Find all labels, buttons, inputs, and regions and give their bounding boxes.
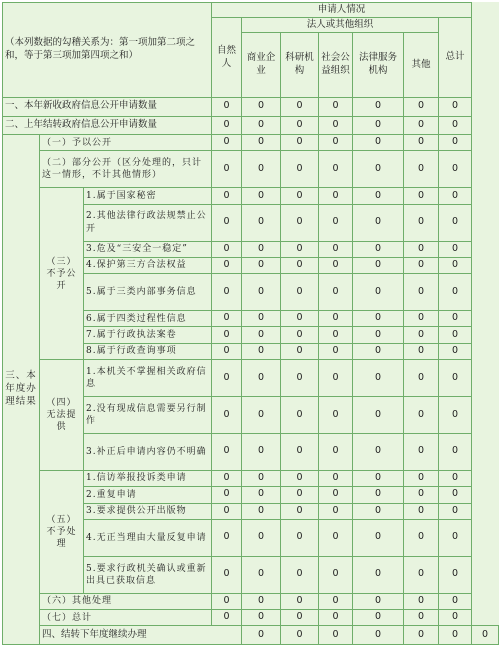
cell-value: 0 [319, 433, 353, 470]
row-label: 7.属于行政执法案卷 [84, 327, 212, 343]
cell-value: 0 [319, 626, 353, 645]
cell-value: 0 [404, 257, 439, 273]
row-label: 1.信访举报投诉类申请 [84, 470, 212, 486]
cell-value: 0 [212, 257, 242, 273]
cell-value: 0 [281, 135, 319, 151]
cell-value: 0 [439, 626, 472, 645]
cell-value: 0 [212, 487, 242, 503]
cell-value: 0 [281, 470, 319, 486]
cell-value: 0 [439, 610, 472, 626]
cell-value: 0 [281, 397, 319, 434]
cell-value: 0 [212, 556, 242, 593]
cell-value: 0 [353, 188, 404, 204]
cell-value: 0 [281, 487, 319, 503]
cell-value: 0 [404, 188, 439, 204]
applicant-info-header: 申请人情况 [212, 3, 472, 18]
cell-value: 0 [353, 116, 404, 134]
group-5-label: （五）不予处理 [40, 470, 84, 593]
cell-value: 0 [439, 593, 472, 609]
cell-value: 0 [439, 311, 472, 327]
cell-value: 0 [212, 343, 242, 359]
cell-value: 0 [212, 433, 242, 470]
cell-value: 0 [281, 556, 319, 593]
cell-value: 0 [404, 116, 439, 134]
cell-value: 0 [242, 241, 281, 257]
cell-value: 0 [319, 116, 353, 134]
cell-value: 0 [242, 311, 281, 327]
cell-value: 0 [212, 593, 242, 609]
cell-value: 0 [212, 98, 242, 116]
org-type-header: 社会公益组织 [319, 32, 353, 98]
cell-value: 0 [404, 593, 439, 609]
row-label: 8.属于行政查询事项 [84, 343, 212, 359]
cell-value: 0 [242, 343, 281, 359]
row-label: 5.要求行政机关确认或重新出具已获取信息 [84, 556, 212, 593]
cell-value: 0 [439, 204, 472, 241]
cell-value: 0 [353, 241, 404, 257]
row-label: 5.属于三类内部事务信息 [84, 274, 212, 311]
cell-value: 0 [242, 151, 281, 188]
cell-value: 0 [353, 470, 404, 486]
row-label: 1.本机关不掌握相关政府信息 [84, 360, 212, 397]
cell-value: 0 [439, 343, 472, 359]
cell-value: 0 [281, 257, 319, 273]
cell-value: 0 [242, 626, 281, 645]
cell-value: 0 [439, 135, 472, 151]
row-label: 2.重复申请 [84, 487, 212, 503]
cell-value: 0 [439, 116, 472, 134]
cell-value: 0 [281, 360, 319, 397]
cell-value: 0 [439, 503, 472, 519]
cell-value: 0 [281, 626, 319, 645]
cell-value: 0 [319, 397, 353, 434]
cell-value: 0 [404, 610, 439, 626]
cell-value: 0 [212, 470, 242, 486]
cell-value: 0 [353, 593, 404, 609]
table-note: （本列数据的勾稽关系为：第一项加第二项之和，等于第三项加第四项之和） [3, 3, 212, 98]
cell-value: 0 [353, 135, 404, 151]
cell-value: 0 [319, 327, 353, 343]
row-label: 3.补正后申请内容仍不明确 [84, 433, 212, 470]
cell-value: 0 [319, 151, 353, 188]
cell-value: 0 [242, 487, 281, 503]
cell-value: 0 [242, 98, 281, 116]
row-label: （一）予以公开 [40, 135, 212, 151]
cell-value: 0 [212, 151, 242, 188]
row-label: 4.无正当理由大量反复申请 [84, 519, 212, 556]
cell-value: 0 [404, 241, 439, 257]
row-label: 1.属于国家秘密 [84, 188, 212, 204]
row-label: （二）部分公开（区分处理的，只计这一情形，不计其他情形） [40, 151, 212, 188]
cell-value: 0 [353, 433, 404, 470]
cell-value: 0 [242, 610, 281, 626]
cell-value: 0 [281, 503, 319, 519]
cell-value: 0 [353, 503, 404, 519]
cell-value: 0 [242, 135, 281, 151]
cell-value: 0 [439, 257, 472, 273]
cell-value: 0 [212, 503, 242, 519]
cell-value: 0 [281, 433, 319, 470]
cell-value: 0 [242, 593, 281, 609]
cell-value: 0 [353, 98, 404, 116]
cell-value: 0 [404, 360, 439, 397]
org-type-header: 科研机构 [281, 32, 319, 98]
natural-person-header: 自然人 [212, 18, 242, 98]
cell-value: 0 [439, 556, 472, 593]
cell-value: 0 [319, 343, 353, 359]
cell-value: 0 [404, 135, 439, 151]
cell-value: 0 [439, 188, 472, 204]
cell-value: 0 [212, 241, 242, 257]
cell-value: 0 [319, 503, 353, 519]
cell-value: 0 [353, 397, 404, 434]
row-label: （七）总计 [40, 610, 212, 626]
cell-value: 0 [439, 360, 472, 397]
legal-or-other-header: 法人或其他组织 [242, 18, 439, 32]
section-3-label: 三、本年度办理结果 [3, 135, 40, 645]
row-label: 3.危及“三安全一稳定” [84, 241, 212, 257]
cell-value: 0 [404, 327, 439, 343]
total-header: 总计 [439, 18, 472, 98]
table-row [3, 188, 499, 204]
group-4-label: （四）无法提供 [40, 360, 84, 471]
cell-value: 0 [242, 519, 281, 556]
row-label: 4.保护第三方合法权益 [84, 257, 212, 273]
table-row [3, 626, 499, 645]
cell-value: 0 [439, 241, 472, 257]
cell-value: 0 [404, 470, 439, 486]
cell-value: 0 [242, 327, 281, 343]
cell-value: 0 [242, 360, 281, 397]
cell-value: 0 [281, 343, 319, 359]
cell-value: 0 [319, 135, 353, 151]
cell-value: 0 [242, 204, 281, 241]
cell-value: 0 [212, 397, 242, 434]
cell-value: 0 [242, 274, 281, 311]
cell-value: 0 [319, 98, 353, 116]
cell-value: 0 [404, 503, 439, 519]
org-type-header: 法律服务机构 [353, 32, 404, 98]
cell-value: 0 [212, 519, 242, 556]
cell-value: 0 [212, 274, 242, 311]
cell-value: 0 [404, 343, 439, 359]
cell-value: 0 [404, 204, 439, 241]
cell-value: 0 [281, 116, 319, 134]
cell-value: 0 [212, 188, 242, 204]
cell-value: 0 [404, 274, 439, 311]
cell-value: 0 [439, 327, 472, 343]
cell-value: 0 [353, 556, 404, 593]
row-label: 2.其他法律行政法规禁止公开 [84, 204, 212, 241]
cell-value: 0 [319, 556, 353, 593]
table-row [3, 98, 499, 116]
cell-value: 0 [353, 204, 404, 241]
cell-value: 0 [242, 503, 281, 519]
gov-info-disclosure-table [2, 2, 499, 645]
cell-value: 0 [281, 519, 319, 556]
cell-value: 0 [472, 626, 499, 645]
org-type-header: 其他 [404, 32, 439, 98]
cell-value: 0 [212, 204, 242, 241]
cell-value: 0 [319, 593, 353, 609]
cell-value: 0 [242, 188, 281, 204]
cell-value: 0 [439, 397, 472, 434]
cell-value: 0 [281, 98, 319, 116]
cell-value: 0 [404, 519, 439, 556]
cell-value: 0 [319, 274, 353, 311]
cell-value: 0 [242, 556, 281, 593]
cell-value: 0 [353, 626, 404, 645]
cell-value: 0 [281, 151, 319, 188]
cell-value: 0 [319, 241, 353, 257]
table-row [3, 470, 499, 486]
cell-value: 0 [404, 311, 439, 327]
cell-value: 0 [319, 360, 353, 397]
cell-value: 0 [212, 610, 242, 626]
table-row [3, 610, 499, 626]
cell-value: 0 [439, 487, 472, 503]
cell-value: 0 [242, 116, 281, 134]
cell-value: 0 [404, 433, 439, 470]
row-label: （六）其他处理 [40, 593, 212, 609]
table-row [3, 360, 499, 397]
cell-value: 0 [281, 188, 319, 204]
cell-value: 0 [404, 556, 439, 593]
cell-value: 0 [353, 610, 404, 626]
cell-value: 0 [353, 151, 404, 188]
cell-value: 0 [439, 433, 472, 470]
cell-value: 0 [353, 327, 404, 343]
table-row [3, 116, 499, 134]
cell-value: 0 [404, 626, 439, 645]
cell-value: 0 [353, 274, 404, 311]
cell-value: 0 [439, 519, 472, 556]
cell-value: 0 [353, 311, 404, 327]
cell-value: 0 [439, 274, 472, 311]
org-type-header: 商业企业 [242, 32, 281, 98]
cell-value: 0 [319, 470, 353, 486]
cell-value: 0 [212, 327, 242, 343]
cell-value: 0 [404, 98, 439, 116]
cell-value: 0 [281, 204, 319, 241]
cell-value: 0 [439, 98, 472, 116]
cell-value: 0 [353, 257, 404, 273]
cell-value: 0 [404, 397, 439, 434]
cell-value: 0 [319, 204, 353, 241]
cell-value: 0 [319, 257, 353, 273]
cell-value: 0 [212, 360, 242, 397]
cell-value: 0 [439, 151, 472, 188]
cell-value: 0 [281, 311, 319, 327]
row-label: 二、上年结转政府信息公开申请数量 [3, 116, 212, 134]
cell-value: 0 [353, 360, 404, 397]
cell-value: 0 [319, 519, 353, 556]
row-label: 四、结转下年度继续办理 [40, 626, 242, 645]
row-label: 2.没有现成信息需要另行制作 [84, 397, 212, 434]
cell-value: 0 [281, 610, 319, 626]
cell-value: 0 [353, 487, 404, 503]
row-label: 一、本年新收政府信息公开申请数量 [3, 98, 212, 116]
cell-value: 0 [242, 470, 281, 486]
cell-value: 0 [281, 593, 319, 609]
cell-value: 0 [319, 610, 353, 626]
cell-value: 0 [353, 343, 404, 359]
cell-value: 0 [281, 241, 319, 257]
cell-value: 0 [353, 519, 404, 556]
row-label: 3.要求提供公开出版物 [84, 503, 212, 519]
cell-value: 0 [212, 116, 242, 134]
cell-value: 0 [242, 397, 281, 434]
cell-value: 0 [319, 188, 353, 204]
cell-value: 0 [212, 311, 242, 327]
cell-value: 0 [319, 311, 353, 327]
row-label: 6.属于四类过程性信息 [84, 311, 212, 327]
cell-value: 0 [242, 433, 281, 470]
cell-value: 0 [242, 257, 281, 273]
cell-value: 0 [404, 487, 439, 503]
cell-value: 0 [281, 274, 319, 311]
group-3-label: （三）不予公开 [40, 188, 84, 360]
table-row [3, 135, 499, 151]
cell-value: 0 [319, 487, 353, 503]
cell-value: 0 [212, 135, 242, 151]
cell-value: 0 [281, 327, 319, 343]
table-row [3, 593, 499, 609]
cell-value: 0 [404, 151, 439, 188]
cell-value: 0 [439, 470, 472, 486]
table-row [3, 151, 499, 188]
